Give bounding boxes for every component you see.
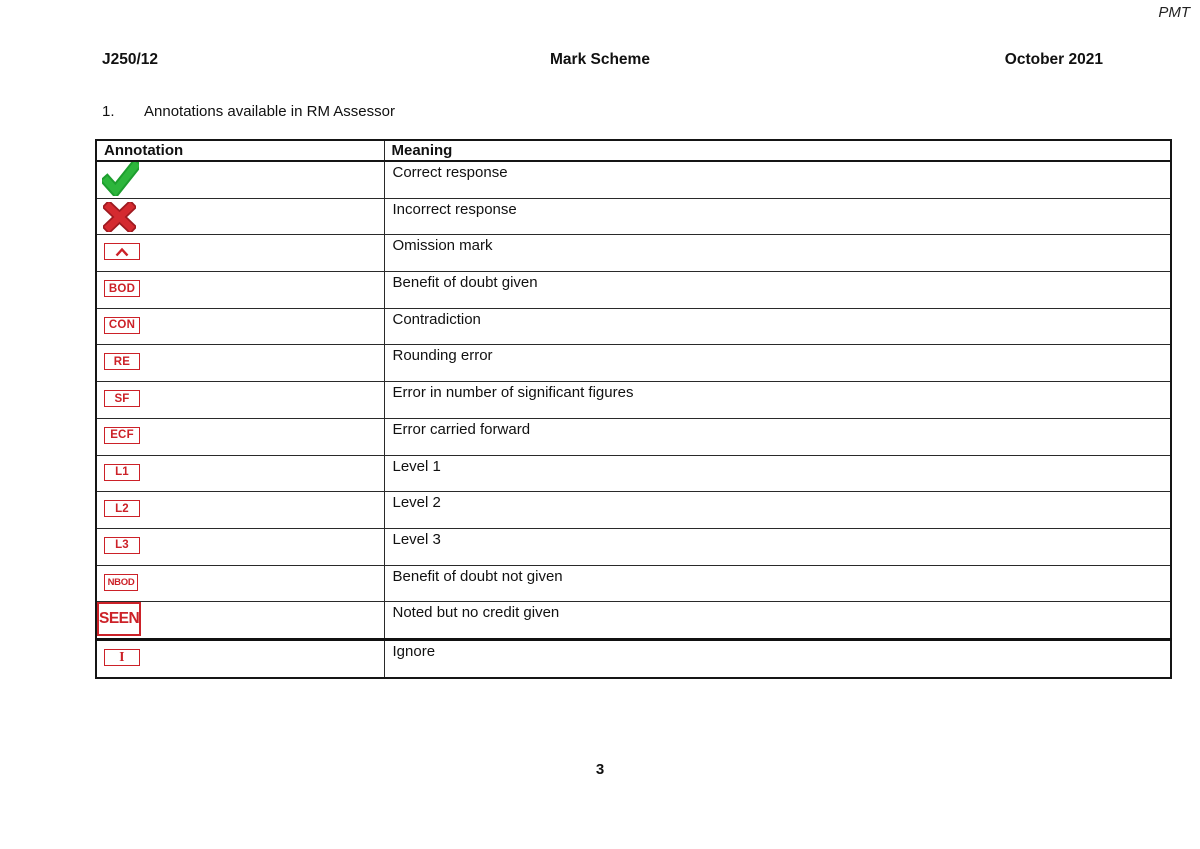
meaning-cell: Error carried forward	[384, 418, 1171, 455]
annotation-badge-sf: SF	[104, 390, 140, 407]
meaning-cell: Rounding error	[384, 345, 1171, 382]
table-row	[96, 198, 1171, 235]
meaning-cell: Error in number of significant figures	[384, 382, 1171, 419]
table-row	[96, 272, 1171, 309]
annotations-table	[95, 139, 1172, 679]
cross-icon	[103, 202, 136, 232]
table-row	[96, 308, 1171, 345]
omission-mark-badge	[104, 243, 140, 260]
page-number: 3	[595, 761, 605, 778]
section-number: 1.	[102, 103, 115, 120]
table-row	[96, 345, 1171, 382]
annotation-cell	[96, 198, 384, 235]
meaning-cell: Noted but no credit given	[384, 602, 1171, 640]
meaning-cell: Benefit of doubt not given	[384, 565, 1171, 602]
annotation-badge-bod: BOD	[104, 280, 140, 297]
table-row	[96, 565, 1171, 602]
annotation-cell	[96, 345, 384, 382]
annotation-badge-i: I	[104, 649, 140, 666]
annotation-cell	[96, 528, 384, 565]
annotation-badge-l1: L1	[104, 464, 140, 481]
section-intro	[102, 103, 395, 120]
annotation-cell	[96, 418, 384, 455]
session-date: October 2021	[1004, 51, 1103, 68]
table-header-row	[96, 140, 1171, 161]
meaning-cell: Level 3	[384, 528, 1171, 565]
annotation-cell	[96, 639, 384, 677]
corner-label: PMT	[1158, 4, 1190, 21]
meaning-cell: Omission mark	[384, 235, 1171, 272]
annotation-cell	[96, 565, 384, 602]
annotation-badge-re: RE	[104, 353, 140, 370]
meaning-cell: Level 2	[384, 492, 1171, 529]
omission-caret-icon	[114, 247, 130, 257]
meaning-cell: Incorrect response	[384, 198, 1171, 235]
table-row	[96, 528, 1171, 565]
meaning-cell: Ignore	[384, 639, 1171, 677]
meaning-cell: Level 1	[384, 455, 1171, 492]
annotations-table-body	[96, 161, 1171, 678]
annotation-cell	[96, 492, 384, 529]
annotation-badge-l2: L2	[104, 500, 140, 517]
table-row	[96, 455, 1171, 492]
document-title: Mark Scheme	[550, 51, 650, 68]
table-row	[96, 639, 1171, 677]
annotation-cell	[96, 308, 384, 345]
table-row	[96, 418, 1171, 455]
table-row	[96, 602, 1171, 640]
annotation-badge-l3: L3	[104, 537, 140, 554]
check-icon	[102, 162, 139, 196]
meaning-cell: Correct response	[384, 161, 1171, 198]
table-row	[96, 492, 1171, 529]
annotation-cell	[96, 235, 384, 272]
table-row	[96, 161, 1171, 198]
annotation-cell	[96, 272, 384, 309]
annotation-badge-ecf: ECF	[104, 427, 140, 444]
annotation-badge-seen: SEEN	[97, 602, 141, 636]
document-header	[0, 51, 1200, 69]
table-row	[96, 382, 1171, 419]
table-row	[96, 235, 1171, 272]
annotation-badge-con: CON	[104, 317, 140, 334]
annotation-cell	[96, 382, 384, 419]
annotation-badge-nbod: NBOD	[104, 574, 138, 591]
paper-code: J250/12	[102, 51, 159, 68]
column-header-annotation: Annotation	[96, 140, 384, 161]
meaning-cell: Benefit of doubt given	[384, 272, 1171, 309]
section-text: Annotations available in RM Assessor	[144, 103, 395, 120]
annotation-cell	[96, 161, 384, 198]
meaning-cell: Contradiction	[384, 308, 1171, 345]
column-header-meaning: Meaning	[384, 140, 1171, 161]
annotation-cell	[96, 602, 384, 640]
annotation-cell	[96, 455, 384, 492]
